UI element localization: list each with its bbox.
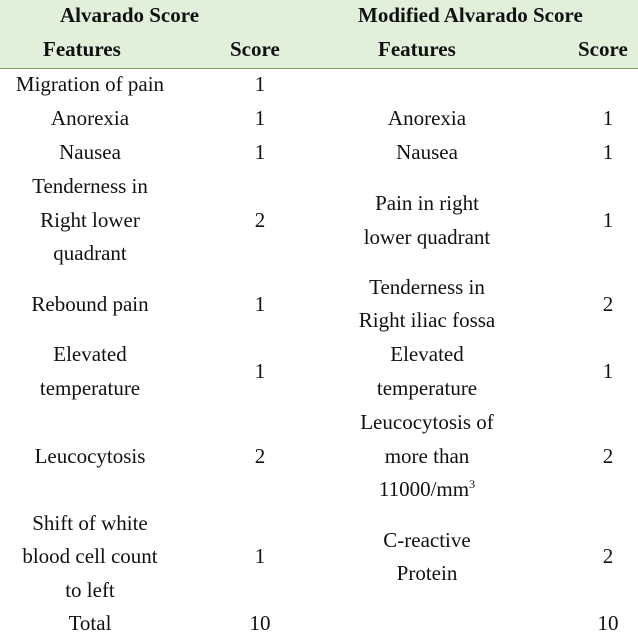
left-score: 1 xyxy=(254,359,266,383)
left-score: 1 xyxy=(254,72,266,96)
left-feature: Shift of white xyxy=(32,511,148,535)
left-feature: blood cell count xyxy=(22,544,158,568)
right-feature: Anorexia xyxy=(387,106,467,130)
left-feature: quadrant xyxy=(53,241,127,265)
left-score: 1 xyxy=(254,544,266,568)
right-feature: lower quadrant xyxy=(363,225,491,249)
left-feature: Leucocytosis xyxy=(34,444,146,468)
right-feature-text: 11000/mm xyxy=(378,477,470,501)
left-score: 1 xyxy=(254,106,266,130)
left-score: 1 xyxy=(254,292,266,316)
right-score: 1 xyxy=(602,208,614,232)
left-feature: Elevated xyxy=(53,342,127,366)
left-score-header: Score xyxy=(230,37,280,61)
right-features-header: Features xyxy=(378,37,456,61)
right-feature: Pain in right xyxy=(375,191,479,215)
left-score: 2 xyxy=(254,444,266,468)
right-score: 1 xyxy=(602,140,614,164)
left-score: 2 xyxy=(254,208,266,232)
right-score: 2 xyxy=(602,292,614,316)
left-feature: Right lower xyxy=(40,208,140,232)
left-feature: Rebound pain xyxy=(31,292,149,316)
left-features-header: Features xyxy=(43,37,121,61)
right-score: 2 xyxy=(602,444,614,468)
right-feature: more than xyxy=(384,444,470,468)
right-feature: C-reactive xyxy=(383,528,471,552)
right-feature: Leucocytosis of xyxy=(360,410,494,434)
right-feature: temperature xyxy=(376,376,478,400)
right-total-score: 10 xyxy=(597,611,619,635)
total-label: Total xyxy=(68,611,112,635)
right-score-header: Score xyxy=(578,37,628,61)
left-feature: Anorexia xyxy=(50,106,130,130)
left-total-score: 10 xyxy=(249,611,271,635)
right-feature: Protein xyxy=(396,561,458,585)
alvarado-title: Alvarado Score xyxy=(60,3,200,27)
right-score: 1 xyxy=(602,106,614,130)
table-header xyxy=(0,0,638,69)
left-feature: to left xyxy=(65,578,115,602)
right-feature: Tenderness in xyxy=(369,275,485,299)
right-feature: Right iliac fossa xyxy=(358,308,496,332)
right-feature: Elevated xyxy=(390,342,464,366)
left-feature: temperature xyxy=(39,376,141,400)
left-feature: Tenderness in xyxy=(32,174,148,198)
right-score: 1 xyxy=(602,359,614,383)
right-feature: Nausea xyxy=(396,140,458,164)
left-score: 1 xyxy=(254,140,266,164)
superscript: 3 xyxy=(469,477,476,491)
right-feature-with-superscript xyxy=(332,472,522,506)
left-feature: Nausea xyxy=(59,140,121,164)
modified-alvarado-title: Modified Alvarado Score xyxy=(358,3,583,27)
right-score: 2 xyxy=(602,544,614,568)
left-feature: Migration of pain xyxy=(15,72,165,96)
